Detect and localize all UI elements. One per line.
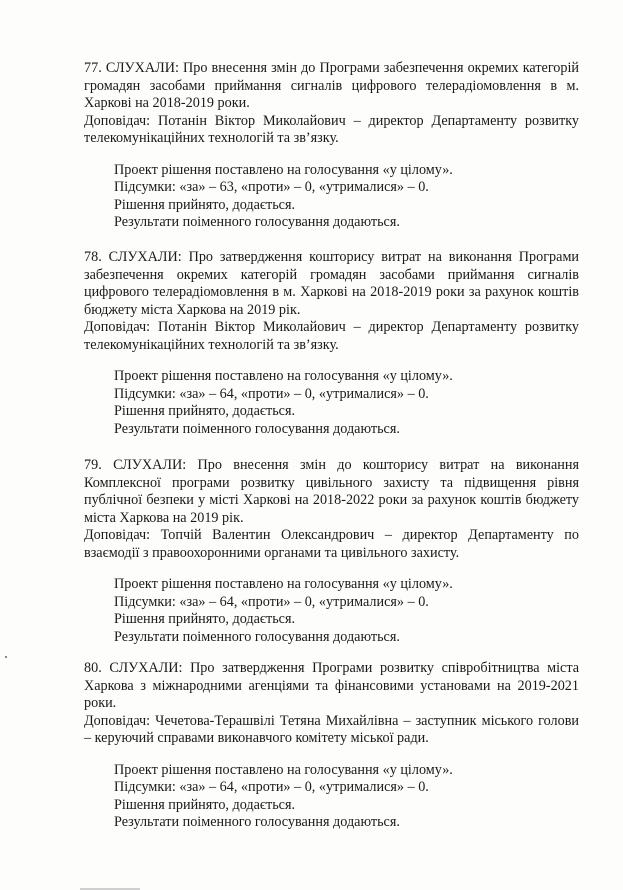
item-subject: Про затвердження Програми розвитку співробітництва міста Харкова з міжнародними агенціями та фінансовими установами на 2019-2021 роки. (84, 660, 580, 711)
item-speaker: Доповідач: Потанін Віктор Миколайович – директор Департаменту розвитку телекомунікаційних технологій та зв’язку. (84, 319, 579, 353)
item-label: 79. СЛУХАЛИ: (84, 457, 187, 473)
vote-result: Підсумки: «за» – 64, «проти» – 0, «утрималися» – 0. (114, 385, 429, 402)
vote-submitted: Проект рішення поставлено на голосування «у цілому». (114, 576, 453, 592)
vote-block (84, 162, 579, 232)
item-subject: Про затвердження кошторису витрат на виконання Програми забезпечення окремих категорій громадян засобами приймання сигналів цифрового телерадіомовлення в м. Харкові на 2018-2019 роки за рахунок коштів бюджету міста Харкова на 2019 рік. (84, 249, 580, 318)
vote-block (84, 762, 579, 832)
vote-block (84, 368, 579, 438)
item-heading (84, 249, 579, 319)
item-subject: Про внесення змін до кошторису витрат на виконання Комплексної програми розвитку цивільного захисту та підвищення рівня публічної безпеки у місті Харкові на 2018-2022 роки за рахунок коштів бюджету міста Харкова на 2019 рік. (84, 457, 580, 526)
vote-submitted: Проект рішення поставлено на голосування «у цілому». (114, 761, 453, 778)
item-label: 80. СЛУХАЛИ: (84, 660, 183, 676)
vote-result: Підсумки: «за» – 64, «проти» – 0, «утрималися» – 0. (114, 779, 429, 795)
vote-result: Підсумки: «за» – 64, «проти» – 0, «утрималися» – 0. (114, 593, 429, 610)
item-speaker: Доповідач: Чечетова-Терашвілі Тетяна Михайлівна – заступник міського голови – керуючий справами виконавчого комітету міської ради. (84, 712, 579, 746)
item-subject: Про внесення змін до Програми забезпечення окремих категорій громадян засобами приймання сигналів цифрового телерадіомовлення в м. Харкові на 2018-2019 роки. (84, 60, 580, 111)
agenda-item-78 (84, 249, 579, 438)
agenda-item-77 (84, 60, 579, 232)
vote-result: Підсумки: «за» – 63, «проти» – 0, «утрималися» – 0. (114, 179, 429, 195)
vote-block (84, 576, 579, 646)
item-heading (84, 60, 579, 113)
roll-call-text: Результати поіменного голосування додаються. (114, 628, 400, 645)
decision-text: Рішення прийнято, додається. (114, 796, 296, 813)
agenda-item-79 (84, 457, 579, 646)
agenda-item-80 (84, 660, 579, 832)
item-heading (84, 457, 579, 527)
vote-submitted: Проект рішення поставлено на голосування «у цілому». (114, 161, 453, 178)
item-speaker: Доповідач: Потанін Віктор Миколайович – директор Департаменту розвитку телекомунікаційних технологій та зв’язку. (84, 112, 579, 146)
decision-text: Рішення прийнято, додається. (114, 611, 296, 627)
decision-text: Рішення прийнято, додається. (114, 403, 296, 419)
roll-call-text: Результати поіменного голосування додаються. (114, 214, 400, 230)
roll-call-text: Результати поіменного голосування додаються. (114, 420, 400, 437)
item-label: 77. СЛУХАЛИ: (84, 60, 179, 76)
vote-submitted: Проект рішення поставлено на голосування «у цілому». (114, 368, 453, 384)
item-heading (84, 660, 579, 713)
decision-text: Рішення прийнято, додається. (114, 196, 296, 213)
roll-call-text: Результати поіменного голосування додаються. (114, 814, 400, 830)
item-speaker: Доповідач: Топчій Валентин Олександрович – директор Департаменту по взаємодії з правоохоронними органами та цивільного захисту. (84, 527, 579, 561)
scan-speck (5, 656, 7, 658)
item-label: 78. СЛУХАЛИ: (84, 249, 182, 265)
